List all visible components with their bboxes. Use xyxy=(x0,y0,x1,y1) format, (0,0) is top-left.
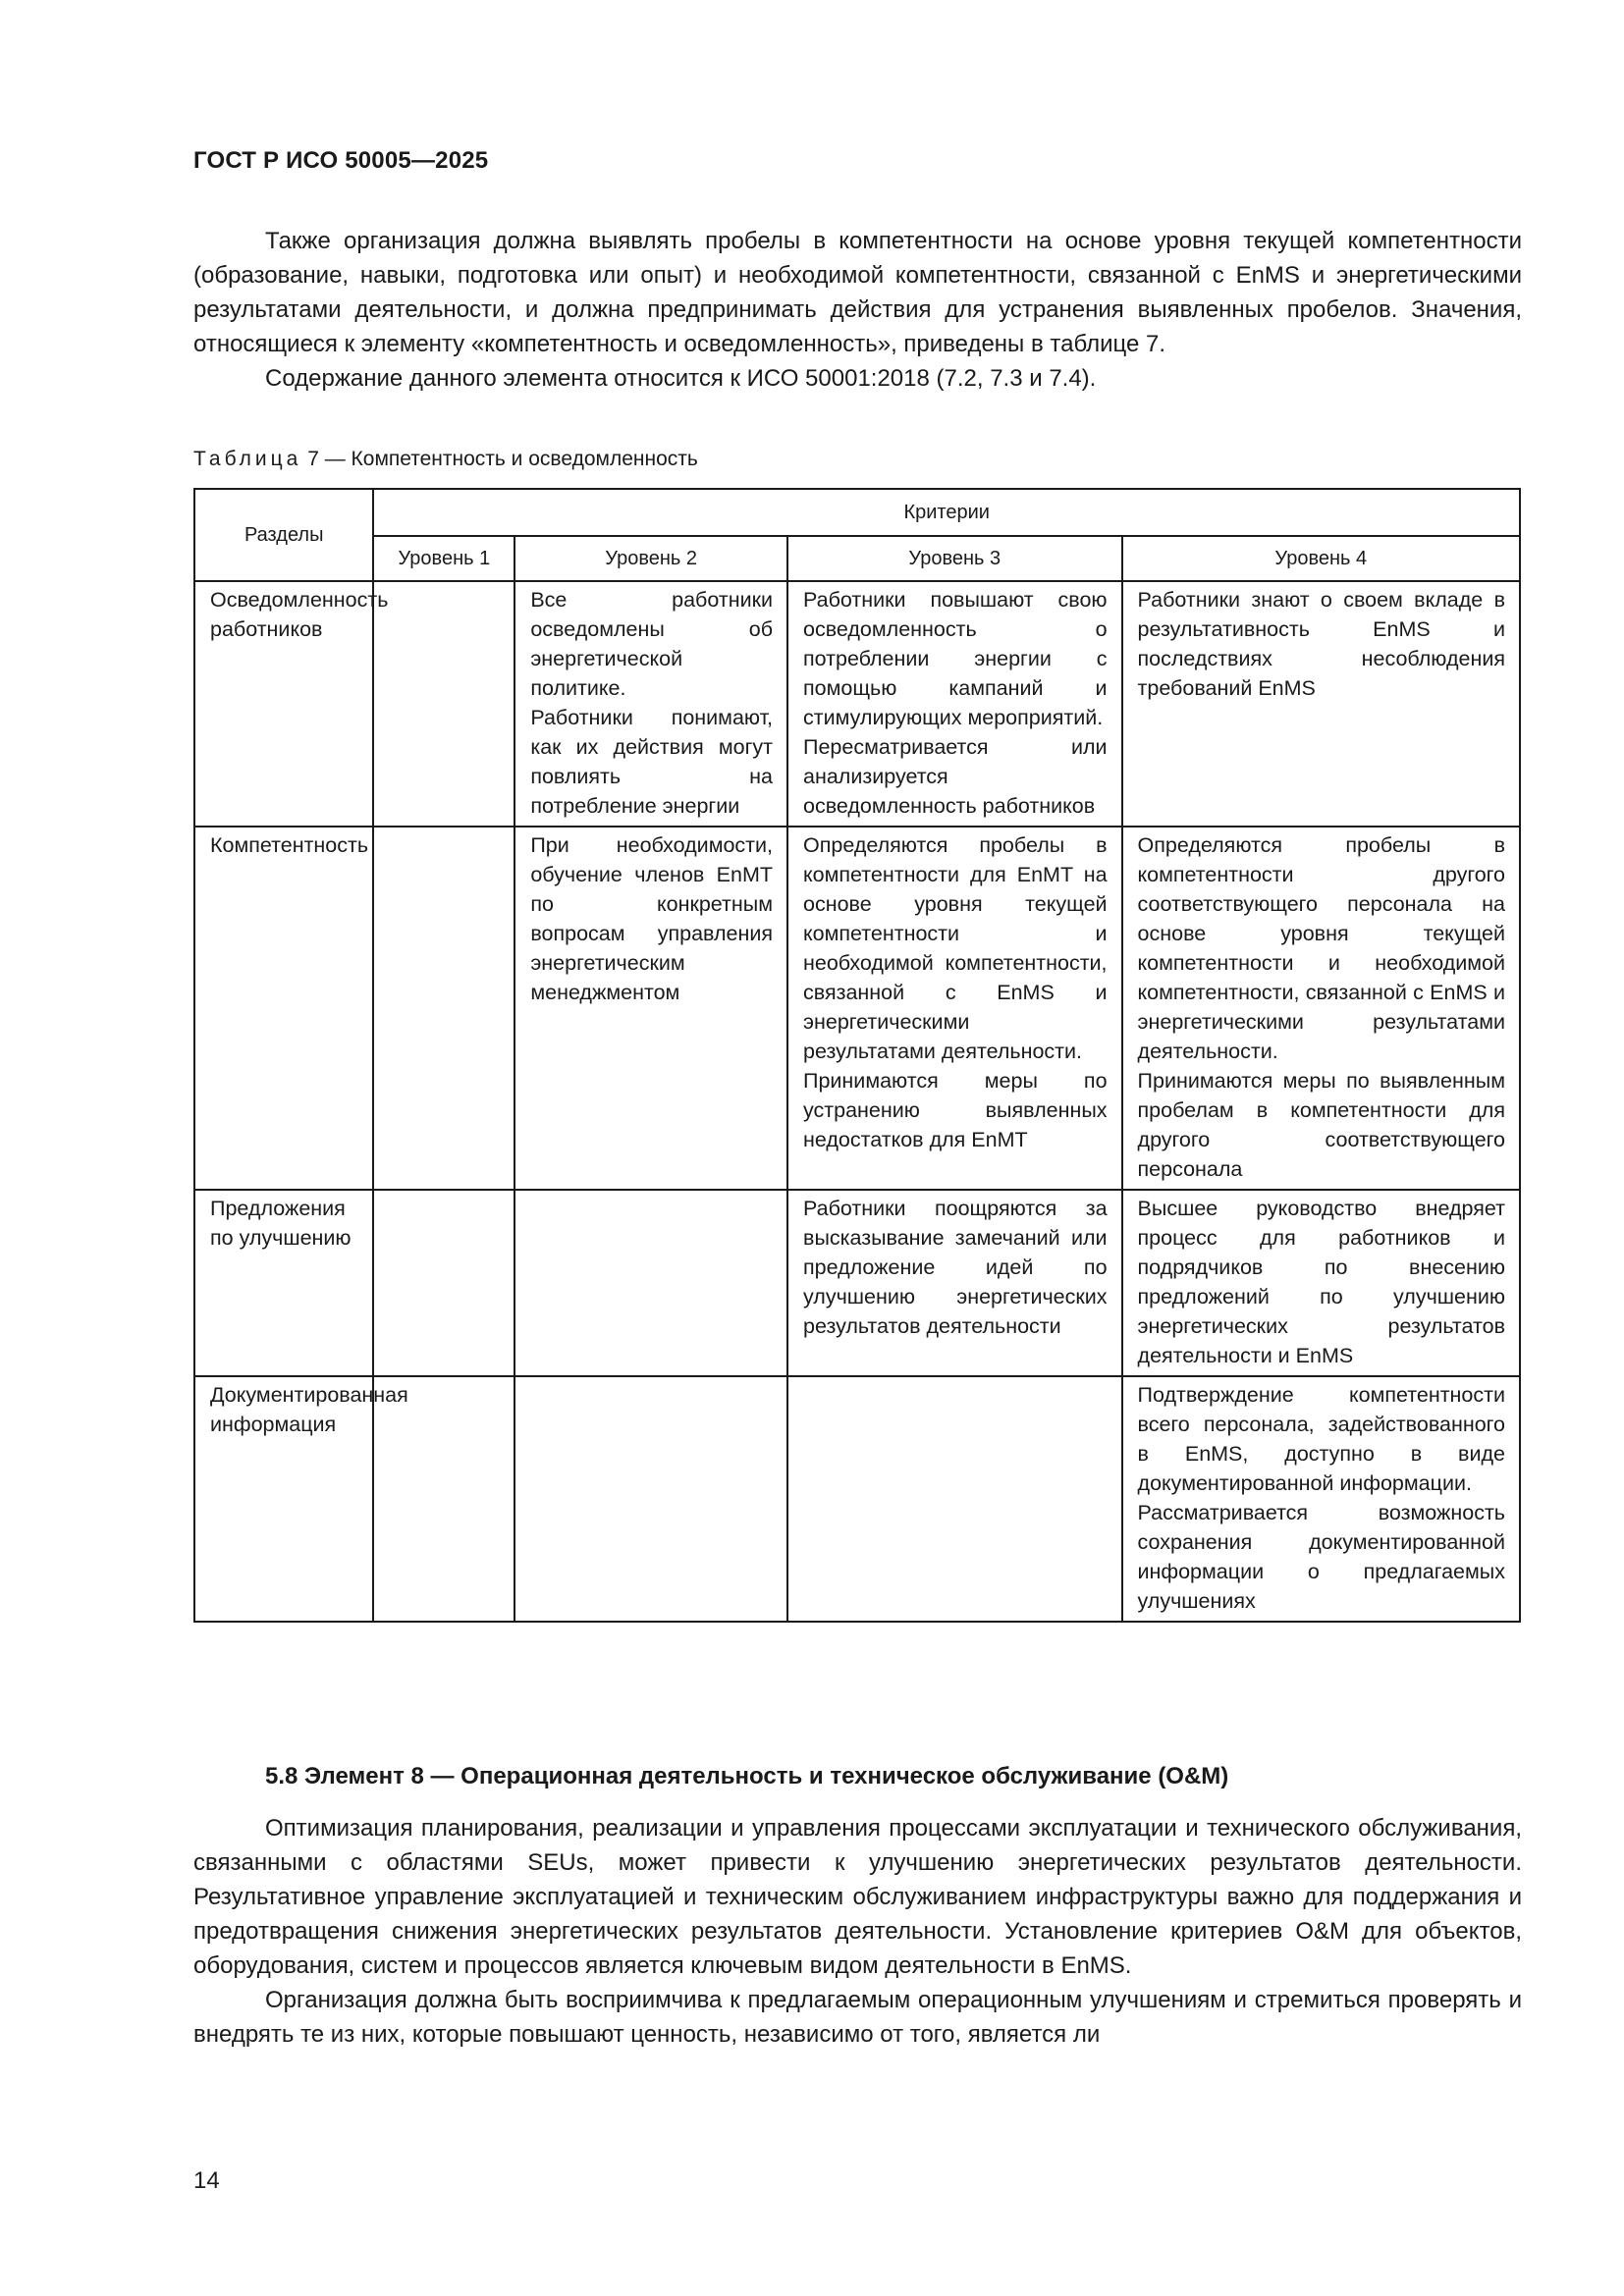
section-label: Предложения по улучшению xyxy=(210,1197,352,1250)
cell-level-4 xyxy=(1122,581,1520,827)
section-heading: 5.8 Элемент 8 — Операционная деятельность и техническое обслуживание (O&M) xyxy=(265,1763,1229,1789)
table-row xyxy=(194,581,1520,827)
cell-level-1 xyxy=(373,1376,514,1622)
row-section xyxy=(194,827,373,1190)
cell-level-1 xyxy=(373,1190,514,1376)
cell-level-3 xyxy=(787,1190,1122,1376)
cell-text: Определяются пробелы в компетентности для EnMT на основе уровня текущей компетентности и необходимой компетентности, связанной с EnMS и энергетическими результатами деятельности. xyxy=(803,833,1108,1063)
cell-text: Подтверждение компетентности всего персонала, задействованного в EnMS, доступно в виде документированной информации. xyxy=(1137,1383,1505,1495)
cell-level-2 xyxy=(514,581,787,827)
header-sections: Разделы xyxy=(194,489,373,581)
cell-text: При необходимости, обучение членов EnMT по конкретным вопросам управления энергетическим менеджментом xyxy=(530,833,774,1004)
header-level-1: Уровень 1 xyxy=(373,536,514,581)
cell-level-4 xyxy=(1122,1376,1520,1622)
cell-text: Все работники осведомлены об энергетической политике. xyxy=(530,588,774,700)
paragraph: Также организация должна выявлять пробелы в компетентности на основе уровня текущей компетентности (образование, навыки, подготовка или опыт) и необходимой компетентности, связанной с EnMS и энергетическими результатами деятельности, и должна предпринимать действия для устранения выявленных пробелов. Значения, относящиеся к элементу «компетентность и осведомленность», приведены в таблице 7. xyxy=(193,228,1522,357)
cell-level-1 xyxy=(373,827,514,1190)
table-row xyxy=(194,1376,1520,1622)
cell-level-2 xyxy=(514,1376,787,1622)
cell-text: Принимаются меры по выявленным пробелам в компетентности для другого соответствующего персонала xyxy=(1137,1069,1505,1181)
section-label: Осведомленность работников xyxy=(210,588,389,641)
cell-level-3 xyxy=(787,581,1122,827)
section-label: Компетентность xyxy=(210,833,369,857)
section-label: Документированная информация xyxy=(210,1383,408,1436)
table-header-row xyxy=(194,489,1520,536)
table-caption-word: Таблица xyxy=(193,448,302,470)
header-level-3: Уровень 3 xyxy=(787,536,1122,581)
row-section xyxy=(194,581,389,827)
table-row xyxy=(194,1190,1520,1376)
header-level-2: Уровень 2 xyxy=(514,536,787,581)
page-number: 14 xyxy=(193,2167,220,2194)
cell-level-3 xyxy=(787,1376,1122,1622)
row-section xyxy=(194,1376,408,1622)
cell-text: Работники понимают, как их действия могут повлиять на потребление энергии xyxy=(530,706,774,818)
cell-level-4 xyxy=(1122,827,1520,1190)
cell-text: Рассматривается возможность сохранения документированной информации о предлагаемых улучшениях xyxy=(1137,1501,1505,1613)
paragraph: Организация должна быть восприимчива к предлагаемым операционным улучшениям и стремиться проверять и внедрять те из них, которые повышают ценность, независимо от того, является ли xyxy=(193,1987,1522,2048)
table-levels-row xyxy=(194,536,1520,581)
cell-level-2 xyxy=(514,827,787,1190)
cell-level-1 xyxy=(373,581,514,827)
standard-designation: ГОСТ Р ИСО 50005—2025 xyxy=(193,147,489,174)
header-level-4: Уровень 4 xyxy=(1122,536,1520,581)
cell-text: Работники поощряются за высказывание замечаний или предложение идей по улучшению энергетических результатов деятельности xyxy=(803,1197,1108,1338)
cell-text: Определяются пробелы в компетентности другого соответствующего персонала на основе уровня текущей компетентности и необходимой компетентности, связанной с EnMS и энергетическими результатами деятельности. xyxy=(1137,833,1505,1063)
paragraph: Содержание данного элемента относится к ИСО 50001:2018 (7.2, 7.3 и 7.4). xyxy=(265,365,1097,392)
paragraph: Оптимизация планирования, реализации и управления процессами эксплуатации и технического обслуживания, связанными с областями SEUs, может привести к улучшению энергетических результатов деятельности. Результативное управление эксплуатацией и техническим обслуживанием инфраструктуры важно для поддержания и предотвращения снижения энергетических результатов деятельности. Установление критериев O&M для объектов, оборудования, систем и процессов является ключевым видом деятельности в EnMS. xyxy=(193,1815,1522,1979)
cell-text: Пересматривается или анализируется осведомленность работников xyxy=(803,735,1108,818)
section-body xyxy=(193,1811,1522,2052)
cell-text: Принимаются меры по устранению выявленных недостатков для EnMT xyxy=(803,1069,1108,1151)
cell-text: Работники знают о своем вкладе в результативность EnMS и последствиях несоблюдения требований EnMS xyxy=(1137,588,1505,700)
cell-level-2 xyxy=(514,1190,787,1376)
row-section xyxy=(194,1190,373,1376)
intro-text xyxy=(193,224,1522,396)
cell-text: Высшее руководство внедряет процесс для работников и подрядчиков по внесению предложений по улучшению энергетических результатов деятельности и EnMS xyxy=(1137,1197,1505,1367)
table-caption xyxy=(193,448,698,471)
table-caption-title: 7 — Компетентность и осведомленность xyxy=(307,448,698,470)
header-criteria: Критерии xyxy=(373,489,1520,536)
table-row xyxy=(194,827,1520,1190)
cell-text: Работники повышают свою осведомленность о потреблении энергии с помощью кампаний и стимулирующих мероприятий. xyxy=(803,588,1108,729)
cell-level-4 xyxy=(1122,1190,1520,1376)
cell-level-3 xyxy=(787,827,1122,1190)
competence-table xyxy=(193,488,1521,1623)
